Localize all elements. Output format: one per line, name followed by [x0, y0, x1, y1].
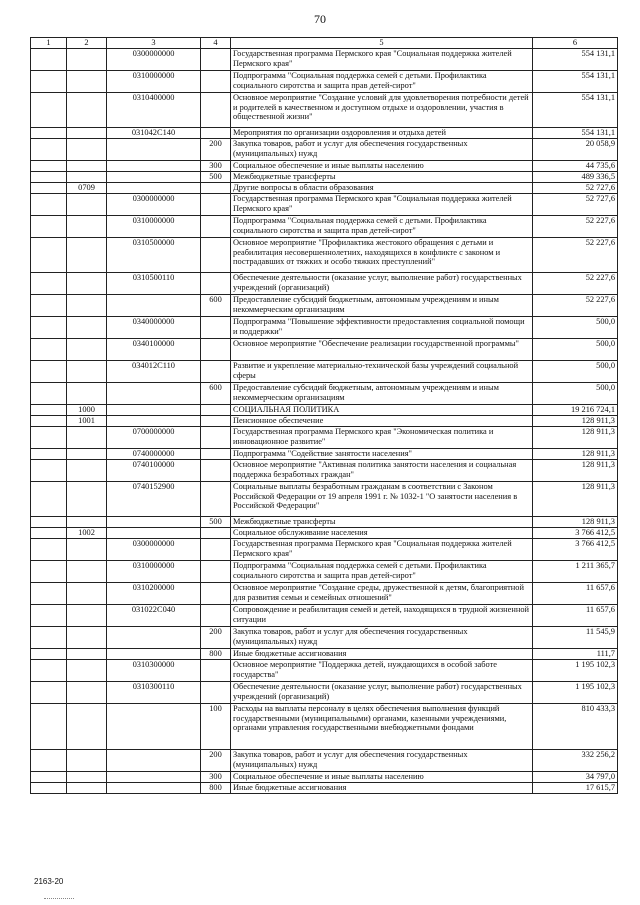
cell-expense-type: [201, 561, 231, 583]
table-row: [31, 427, 618, 449]
cell-amount: 11 657,6: [533, 605, 618, 627]
cell-expense-type: [201, 660, 231, 682]
cell-col1: [31, 460, 67, 482]
cell-amount: 19 216 724,1: [533, 405, 618, 416]
cell-amount: 128 911,3: [533, 427, 618, 449]
cell-expense-type: [201, 71, 231, 93]
cell-target-article: 0310400000: [107, 93, 201, 128]
cell-target-article: [107, 704, 201, 750]
column-header-3: 3: [107, 38, 201, 49]
cell-name: Закупка товаров, работ и услуг для обеспечения государственных (муниципальных) нужд: [231, 750, 533, 772]
cell-amount: 111,7: [533, 649, 618, 660]
budget-table: [30, 37, 618, 794]
table-row: [31, 583, 618, 605]
cell-amount: 489 336,5: [533, 172, 618, 183]
cell-col1: [31, 649, 67, 660]
cell-name: Государственная программа Пермского края "Социальная поддержка жителей Пермского края": [231, 49, 533, 71]
cell-col1: [31, 783, 67, 794]
cell-section: [67, 295, 107, 317]
cell-amount: 128 911,3: [533, 517, 618, 528]
table-row: [31, 460, 618, 482]
cell-expense-type: 600: [201, 383, 231, 405]
cell-section: [67, 449, 107, 460]
table-row: [31, 660, 618, 682]
table-row: [31, 627, 618, 649]
cell-amount: 1 195 102,3: [533, 682, 618, 704]
cell-col1: [31, 93, 67, 128]
cell-target-article: [107, 517, 201, 528]
cell-amount: 810 433,3: [533, 704, 618, 750]
cell-name: Подпрограмма "Социальная поддержка семей с детьми. Профилактика социального сиротства и защита прав детей-сирот": [231, 561, 533, 583]
cell-amount: 3 766 412,5: [533, 539, 618, 561]
cell-target-article: [107, 750, 201, 772]
table-row: [31, 216, 618, 238]
cell-target-article: 0340100000: [107, 339, 201, 361]
cell-target-article: 0310500110: [107, 273, 201, 295]
cell-target-article: [107, 172, 201, 183]
table-row: [31, 295, 618, 317]
cell-col1: [31, 317, 67, 339]
table-row: [31, 383, 618, 405]
cell-amount: 52 727,6: [533, 183, 618, 194]
table-row: [31, 128, 618, 139]
cell-section: [67, 539, 107, 561]
cell-expense-type: 800: [201, 649, 231, 660]
cell-target-article: 0700000000: [107, 427, 201, 449]
table-row: [31, 528, 618, 539]
cell-col1: [31, 583, 67, 605]
cell-col1: [31, 295, 67, 317]
cell-amount: 52 227,6: [533, 238, 618, 273]
cell-expense-type: [201, 416, 231, 427]
cell-amount: 128 911,3: [533, 482, 618, 517]
cell-section: [67, 649, 107, 660]
cell-col1: [31, 449, 67, 460]
cell-col1: [31, 605, 67, 627]
table-row: [31, 704, 618, 750]
cell-expense-type: [201, 605, 231, 627]
cell-expense-type: [201, 194, 231, 216]
table-row: [31, 93, 618, 128]
cell-section: [67, 216, 107, 238]
cell-col1: [31, 427, 67, 449]
cell-col1: [31, 238, 67, 273]
cell-col1: [31, 482, 67, 517]
cell-target-article: [107, 183, 201, 194]
cell-section: [67, 750, 107, 772]
cell-target-article: [107, 161, 201, 172]
cell-col1: [31, 517, 67, 528]
cell-amount: 52 227,6: [533, 273, 618, 295]
page-number: 70: [314, 12, 326, 26]
cell-col1: [31, 161, 67, 172]
cell-target-article: [107, 405, 201, 416]
cell-target-article: 031022С040: [107, 605, 201, 627]
cell-col1: [31, 49, 67, 71]
cell-col1: [31, 416, 67, 427]
cell-target-article: [107, 783, 201, 794]
cell-target-article: [107, 528, 201, 539]
cell-expense-type: 200: [201, 627, 231, 649]
cell-section: [67, 561, 107, 583]
table-row: [31, 139, 618, 161]
cell-name: Развитие и укрепление материально-технической базы учреждений социальной сферы: [231, 361, 533, 383]
column-header-6: 6: [533, 38, 618, 49]
cell-section: [67, 627, 107, 649]
cell-section: 1000: [67, 405, 107, 416]
cell-name: Сопровождение и реабилитация семей и детей, находящихся в трудной жизненной ситуации: [231, 605, 533, 627]
table-row: [31, 161, 618, 172]
cell-expense-type: 500: [201, 517, 231, 528]
table-row: [31, 416, 618, 427]
cell-section: [67, 783, 107, 794]
cell-section: 1001: [67, 416, 107, 427]
cell-section: [67, 704, 107, 750]
table-row: [31, 783, 618, 794]
cell-target-article: 0310500000: [107, 238, 201, 273]
cell-section: [67, 128, 107, 139]
cell-section: [67, 93, 107, 128]
cell-amount: 128 911,3: [533, 449, 618, 460]
cell-col1: [31, 172, 67, 183]
cell-amount: 128 911,3: [533, 460, 618, 482]
cell-name: Социальное обеспечение и иные выплаты населению: [231, 772, 533, 783]
cell-section: [67, 238, 107, 273]
cell-expense-type: 100: [201, 704, 231, 750]
cell-target-article: 0300000000: [107, 194, 201, 216]
cell-expense-type: 600: [201, 295, 231, 317]
cell-col1: [31, 561, 67, 583]
cell-name: Межбюджетные трансферты: [231, 517, 533, 528]
cell-amount: 3 766 412,5: [533, 528, 618, 539]
cell-amount: 34 797,0: [533, 772, 618, 783]
column-header-5: 5: [231, 38, 533, 49]
cell-target-article: 0310000000: [107, 71, 201, 93]
cell-expense-type: [201, 273, 231, 295]
cell-expense-type: [201, 405, 231, 416]
cell-section: [67, 139, 107, 161]
table-row: [31, 682, 618, 704]
cell-expense-type: [201, 460, 231, 482]
cell-name: Подпрограмма "Социальная поддержка семей с детьми. Профилактика социального сиротства и защита прав детей-сирот": [231, 71, 533, 93]
footer-code: 2163-20: [34, 877, 64, 886]
table-row: [31, 273, 618, 295]
table-row: [31, 361, 618, 383]
cell-section: [67, 660, 107, 682]
cell-name: Другие вопросы в области образования: [231, 183, 533, 194]
cell-expense-type: [201, 682, 231, 704]
cell-amount: 500,0: [533, 339, 618, 361]
cell-target-article: 0740152900: [107, 482, 201, 517]
cell-expense-type: [201, 583, 231, 605]
cell-expense-type: [201, 183, 231, 194]
cell-expense-type: [201, 49, 231, 71]
cell-target-article: 031042С140: [107, 128, 201, 139]
cell-target-article: 0340000000: [107, 317, 201, 339]
table-row: [31, 517, 618, 528]
cell-target-article: [107, 139, 201, 161]
cell-name: Обеспечение деятельности (оказание услуг, выполнение работ) государственных учреждений (организаций): [231, 273, 533, 295]
cell-expense-type: [201, 339, 231, 361]
cell-name: Основное мероприятие "Создание среды, дружественной к детям, благоприятной для развития семьи и семейных отношений": [231, 583, 533, 605]
table-row: [31, 449, 618, 460]
cell-amount: 52 227,6: [533, 295, 618, 317]
column-header-4: 4: [201, 38, 231, 49]
cell-amount: 1 211 365,7: [533, 561, 618, 583]
cell-expense-type: 300: [201, 161, 231, 172]
cell-name: Иные бюджетные ассигнования: [231, 649, 533, 660]
cell-expense-type: 200: [201, 139, 231, 161]
table-row: [31, 482, 618, 517]
cell-section: [67, 682, 107, 704]
cell-section: [67, 605, 107, 627]
cell-name: Мероприятия по организации оздоровления и отдыха детей: [231, 128, 533, 139]
cell-expense-type: [201, 449, 231, 460]
cell-col1: [31, 682, 67, 704]
cell-expense-type: [201, 128, 231, 139]
table-row: [31, 649, 618, 660]
cell-amount: 554 131,1: [533, 128, 618, 139]
cell-name: Подпрограмма "Содействие занятости населения": [231, 449, 533, 460]
table-row: [31, 317, 618, 339]
cell-amount: 128 911,3: [533, 416, 618, 427]
cell-col1: [31, 339, 67, 361]
column-header-2: 2: [67, 38, 107, 49]
cell-col1: [31, 194, 67, 216]
cell-expense-type: 500: [201, 172, 231, 183]
cell-col1: [31, 383, 67, 405]
cell-target-article: 0740000000: [107, 449, 201, 460]
table-row: [31, 238, 618, 273]
cell-target-article: [107, 627, 201, 649]
cell-section: [67, 161, 107, 172]
cell-amount: 11 657,6: [533, 583, 618, 605]
table-row: [31, 561, 618, 583]
cell-expense-type: [201, 93, 231, 128]
table-row: [31, 183, 618, 194]
cell-target-article: [107, 383, 201, 405]
cell-name: Основное мероприятие "Активная политика занятости населения и социальная поддержка безработных граждан": [231, 460, 533, 482]
cell-name: Предоставление субсидий бюджетным, автономным учреждениям и иным некоммерческим организациям: [231, 295, 533, 317]
cell-section: [67, 172, 107, 183]
cell-amount: 20 058,9: [533, 139, 618, 161]
cell-name: Закупка товаров, работ и услуг для обеспечения государственных (муниципальных) нужд: [231, 627, 533, 649]
cell-col1: [31, 128, 67, 139]
table-row: [31, 772, 618, 783]
cell-col1: [31, 183, 67, 194]
cell-amount: 554 131,1: [533, 71, 618, 93]
cell-name: Расходы на выплаты персоналу в целях обеспечения выполнения функций государственными (муниципальными) органами, казенными учреждениями, органами управления государственными внебюджетными фондами: [231, 704, 533, 750]
cell-section: [67, 273, 107, 295]
cell-amount: 500,0: [533, 317, 618, 339]
cell-target-article: 0310200000: [107, 583, 201, 605]
cell-col1: [31, 273, 67, 295]
table-header-row: [31, 38, 618, 49]
table-row: [31, 339, 618, 361]
table-row: [31, 539, 618, 561]
cell-col1: [31, 139, 67, 161]
table-row: [31, 49, 618, 71]
column-header-1: 1: [31, 38, 67, 49]
cell-amount: 44 735,6: [533, 161, 618, 172]
cell-col1: [31, 627, 67, 649]
cell-expense-type: [201, 238, 231, 273]
cell-name: Обеспечение деятельности (оказание услуг, выполнение работ) государственных учреждений (организаций): [231, 682, 533, 704]
cell-target-article: [107, 649, 201, 660]
cell-expense-type: [201, 361, 231, 383]
cell-section: [67, 194, 107, 216]
cell-expense-type: [201, 528, 231, 539]
cell-name: Основное мероприятие "Создание условий для удовлетворения потребности детей и родителей в качественном и доступном отдыхе и оздоровлении, участия в общественной жизни": [231, 93, 533, 128]
cell-section: [67, 583, 107, 605]
cell-amount: 17 615,7: [533, 783, 618, 794]
cell-target-article: 0740100000: [107, 460, 201, 482]
cell-target-article: [107, 416, 201, 427]
table-row: [31, 405, 618, 416]
cell-amount: 554 131,1: [533, 49, 618, 71]
table-row: [31, 605, 618, 627]
cell-expense-type: [201, 427, 231, 449]
cell-amount: 500,0: [533, 383, 618, 405]
cell-target-article: [107, 295, 201, 317]
cell-name: Подпрограмма "Повышение эффективности предоставления социальной помощи и поддержки": [231, 317, 533, 339]
cell-col1: [31, 772, 67, 783]
cell-name: Закупка товаров, работ и услуг для обеспечения государственных (муниципальных) нужд: [231, 139, 533, 161]
cell-name: СОЦИАЛЬНАЯ ПОЛИТИКА: [231, 405, 533, 416]
cell-amount: 1 195 102,3: [533, 660, 618, 682]
cell-target-article: 0310300110: [107, 682, 201, 704]
cell-col1: [31, 660, 67, 682]
cell-target-article: 0310000000: [107, 561, 201, 583]
cell-col1: [31, 361, 67, 383]
cell-section: [67, 49, 107, 71]
cell-name: Пенсионное обеспечение: [231, 416, 533, 427]
cell-name: Социальное обеспечение и иные выплаты населению: [231, 161, 533, 172]
cell-target-article: 0310300000: [107, 660, 201, 682]
cell-amount: 554 131,1: [533, 93, 618, 128]
cell-amount: 52 227,6: [533, 216, 618, 238]
cell-col1: [31, 750, 67, 772]
cell-target-article: 034012С110: [107, 361, 201, 383]
cell-expense-type: 300: [201, 772, 231, 783]
table-row: [31, 750, 618, 772]
cell-amount: 52 727,6: [533, 194, 618, 216]
cell-section: [67, 517, 107, 528]
cell-amount: 500,0: [533, 361, 618, 383]
table-row: [31, 172, 618, 183]
cell-col1: [31, 71, 67, 93]
cell-section: [67, 383, 107, 405]
cell-target-article: 0310000000: [107, 216, 201, 238]
cell-section: [67, 460, 107, 482]
cell-target-article: 0300000000: [107, 539, 201, 561]
table-body: [31, 49, 618, 794]
cell-expense-type: 800: [201, 783, 231, 794]
cell-name: Государственная программа Пермского края "Социальная поддержка жителей Пермского края": [231, 194, 533, 216]
cell-col1: [31, 704, 67, 750]
cell-col1: [31, 216, 67, 238]
cell-section: [67, 772, 107, 783]
cell-section: [67, 317, 107, 339]
cell-expense-type: [201, 482, 231, 517]
cell-section: [67, 71, 107, 93]
cell-name: Социальное обслуживание населения: [231, 528, 533, 539]
cell-section: [67, 339, 107, 361]
cell-target-article: 0300000000: [107, 49, 201, 71]
cell-name: Подпрограмма "Социальная поддержка семей с детьми. Профилактика социального сиротства и защита прав детей-сирот": [231, 216, 533, 238]
cell-name: Социальные выплаты безработным гражданам в соответствии с Законом Российской Федерации от 19 апреля 1991 г. № 1032-1 "О занятости населения в Российской Федерации": [231, 482, 533, 517]
footer-divider: [44, 898, 74, 900]
cell-name: Государственная программа Пермского края "Экономическая политика и инновационное развитие": [231, 427, 533, 449]
cell-col1: [31, 539, 67, 561]
cell-name: Предоставление субсидий бюджетным, автономным учреждениям и иным некоммерческим организациям: [231, 383, 533, 405]
cell-section: 0709: [67, 183, 107, 194]
cell-name: Основное мероприятие "Поддержка детей, нуждающихся в особой заботе государства": [231, 660, 533, 682]
table-row: [31, 71, 618, 93]
cell-expense-type: [201, 317, 231, 339]
cell-name: Межбюджетные трансферты: [231, 172, 533, 183]
cell-amount: 332 256,2: [533, 750, 618, 772]
cell-expense-type: 200: [201, 750, 231, 772]
cell-name: Основное мероприятие "Профилактика жестокого обращения с детьми и реабилитация несовершеннолетних, находящихся в конфликте с законом и пострадавших от тяжких и особо тяжких преступлений": [231, 238, 533, 273]
cell-col1: [31, 528, 67, 539]
cell-section: [67, 482, 107, 517]
cell-expense-type: [201, 216, 231, 238]
cell-expense-type: [201, 539, 231, 561]
table-row: [31, 194, 618, 216]
cell-name: Государственная программа Пермского края "Социальная поддержка жителей Пермского края": [231, 539, 533, 561]
cell-name: Основное мероприятие "Обеспечение реализации государственной программы": [231, 339, 533, 361]
cell-col1: [31, 405, 67, 416]
cell-section: 1002: [67, 528, 107, 539]
cell-section: [67, 427, 107, 449]
cell-section: [67, 361, 107, 383]
cell-name: Иные бюджетные ассигнования: [231, 783, 533, 794]
cell-amount: 11 545,9: [533, 627, 618, 649]
cell-target-article: [107, 772, 201, 783]
